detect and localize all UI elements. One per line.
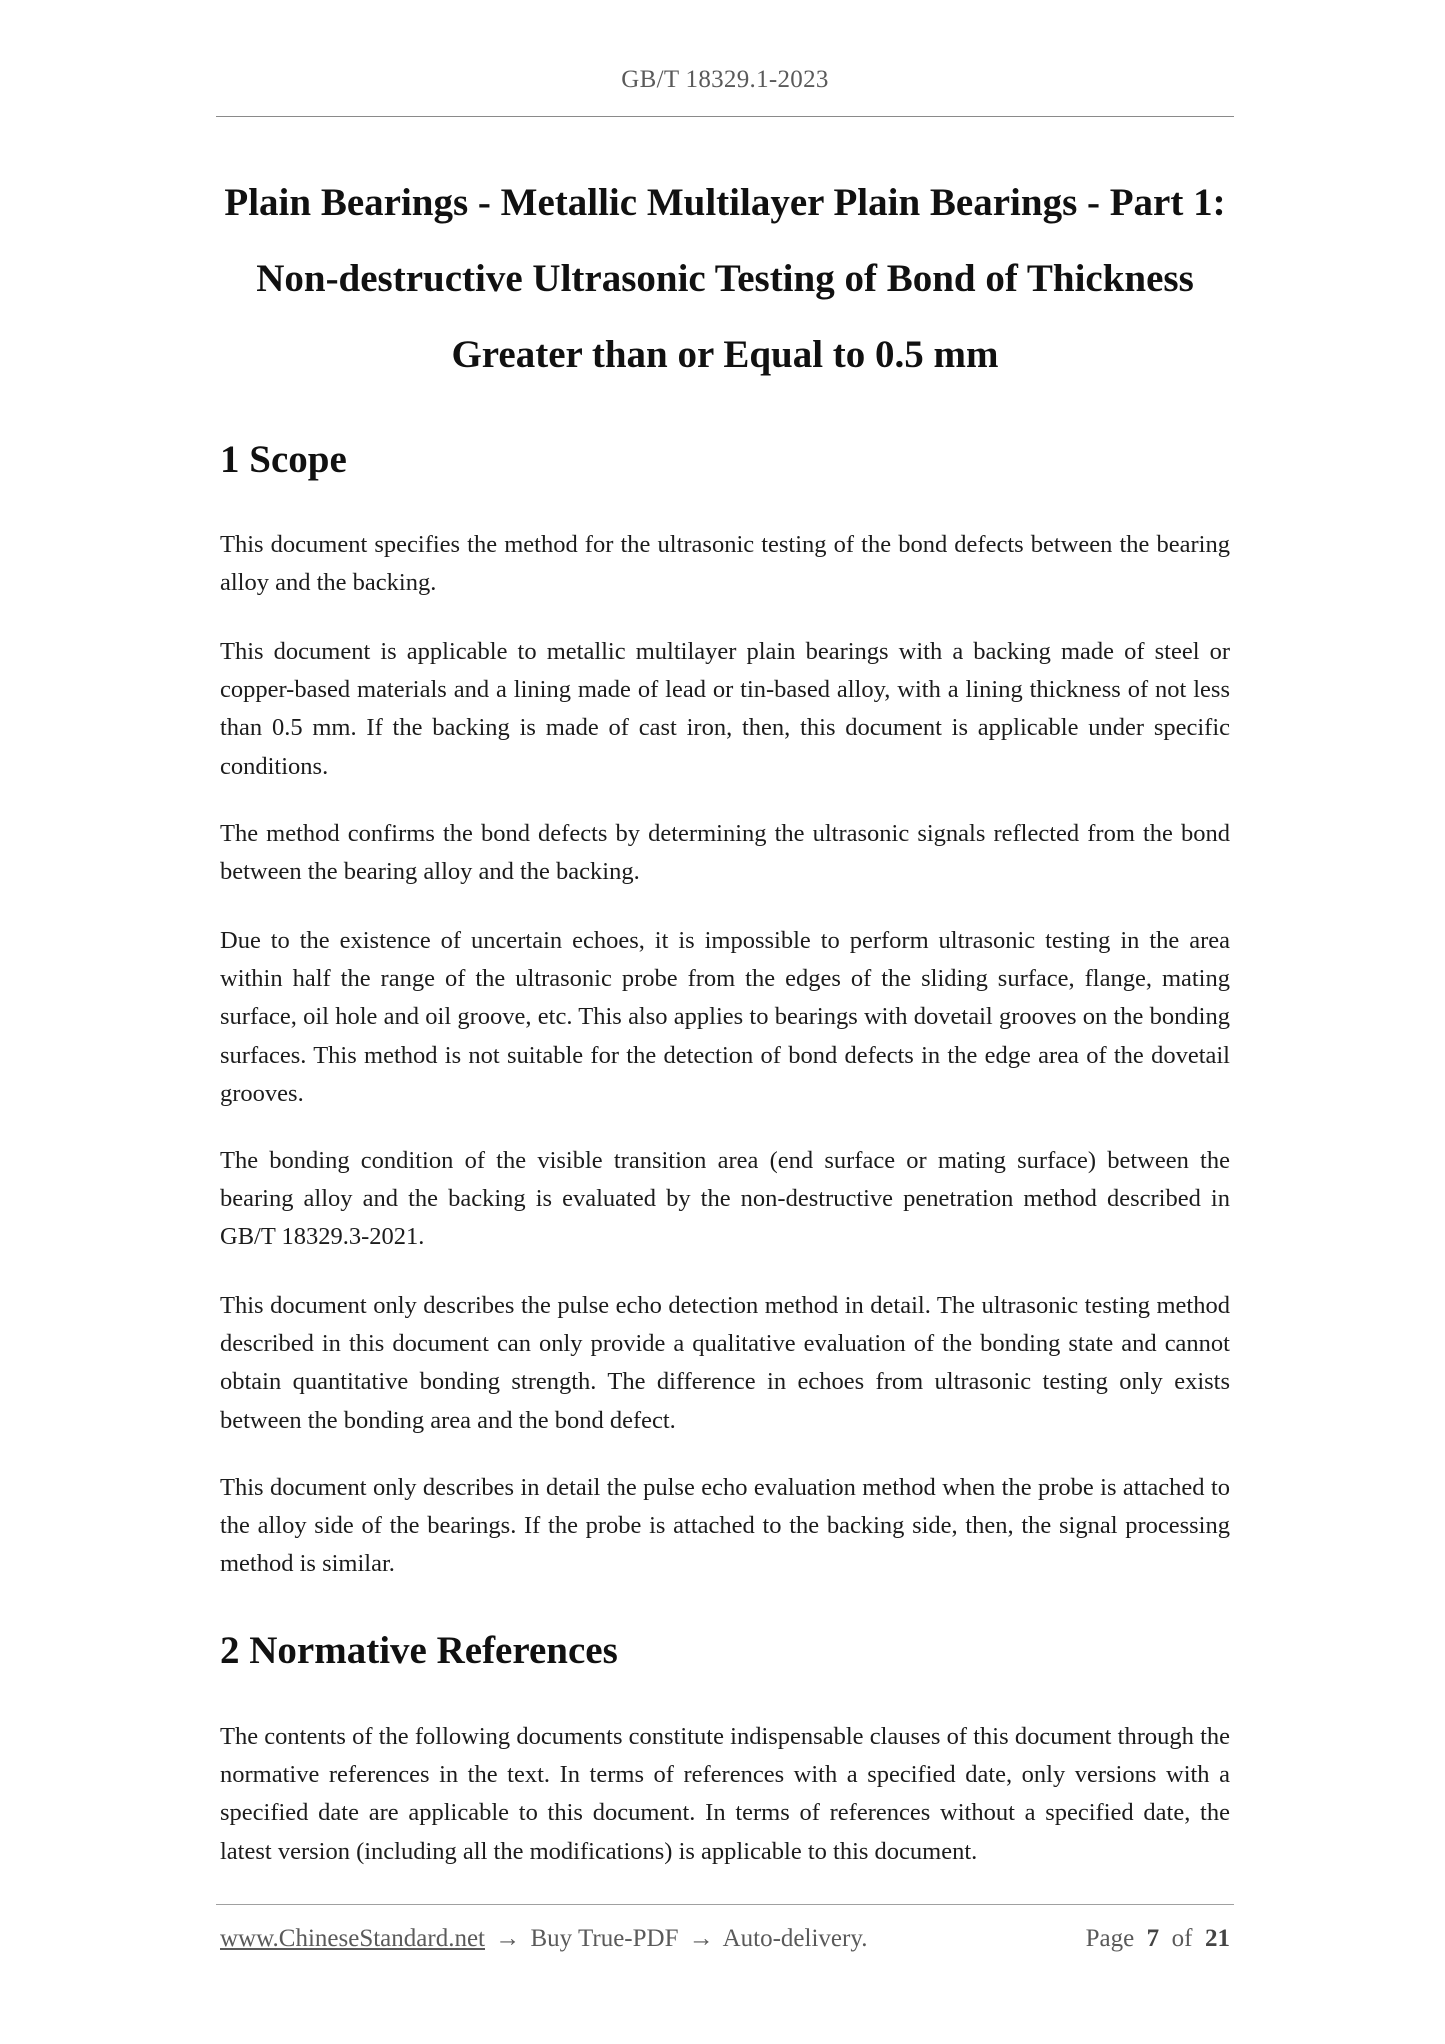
footer-promo (220, 1925, 867, 1953)
page-indicator (1086, 1925, 1230, 1953)
title-line-3: Greater than or Equal to 0.5 mm (451, 333, 999, 376)
arrow-right-icon: → (688, 1925, 714, 1952)
page-of-label: of (1171, 1925, 1193, 1952)
page-total: 21 (1205, 1925, 1230, 1952)
page-current: 7 (1146, 1925, 1160, 1952)
scope-paragraph-2: This document is applicable to metallic multilayer plain bearings with a backing made of steel or copper-based materials and a lining made of lead or tin-based alloy, with a lining thickness of not less than 0.5 mm. If the backing is made of cast iron, then, this document is applicable under specific conditions. (220, 638, 1230, 780)
scope-paragraph-4: Due to the existence of uncertain echoes, it is impossible to perform ultrasonic testing in the area within half the range of the ultrasonic probe from the edges of the sliding surface, flange, mating surface, oil hole and oil groove, etc. This also applies to bearings with dovetail grooves on the bonding surfaces. This method is not suitable for the detection of bond defects in the edge area of the dovetail grooves. (220, 927, 1230, 1107)
scope-paragraph-1: This document specifies the method for the ultrasonic testing of the bond defects between the bearing alloy and the backing. (220, 531, 1230, 597)
scope-paragraph-7: This document only describes in detail the pulse echo evaluation method when the probe is attached to the alloy side of the bearings. If the probe is attached to the backing side, then, the signal processing method is similar. (220, 1474, 1230, 1578)
scope-paragraph-3: The method confirms the bond defects by determining the ultrasonic signals reflected from the bond between the bearing alloy and the backing. (220, 820, 1230, 886)
scope-paragraph-5: The bonding condition of the visible transition area (end surface or mating surface) between the bearing alloy and the backing is evaluated by the non-destructive penetration method described in GB/T 18329.3-2021. (220, 1147, 1230, 1251)
footer-divider (216, 1904, 1234, 1905)
page-label: Page (1085, 1925, 1135, 1952)
delivery-text: Auto-delivery. (722, 1925, 868, 1952)
arrow-right-icon: → (495, 1925, 521, 1952)
section-heading-normative-references: 2 Normative References (220, 1629, 618, 1672)
site-link[interactable]: www.ChineseStandard.net (220, 1925, 485, 1952)
normative-references-paragraph-1: The contents of the following documents constitute indispensable clauses of this document through the normative references in the text. In terms of references with a specified date, only versions with a specified date are applicable to this document. In terms of references without a specified date, the latest version (including all the modifications) is applicable to this document. (220, 1723, 1230, 1865)
section-heading-scope: 1 Scope (220, 438, 347, 481)
header-divider (216, 116, 1234, 117)
document-title (216, 165, 1234, 393)
scope-paragraph-6: This document only describes the pulse echo detection method in detail. The ultrasonic testing method described in this document can only provide a qualitative evaluation of the bonding state and cannot obtain quantitative bonding strength. The difference in echoes from ultrasonic testing only exists between the bonding area and the bond defect. (220, 1292, 1230, 1434)
buy-text: Buy True-PDF (530, 1925, 679, 1952)
title-line-2: Non-destructive Ultrasonic Testing of Bond of Thickness (256, 257, 1194, 300)
running-header: GB/T 18329.1-2023 (621, 66, 829, 93)
title-line-1: Plain Bearings - Metallic Multilayer Plain Bearings - Part 1: (224, 181, 1226, 224)
